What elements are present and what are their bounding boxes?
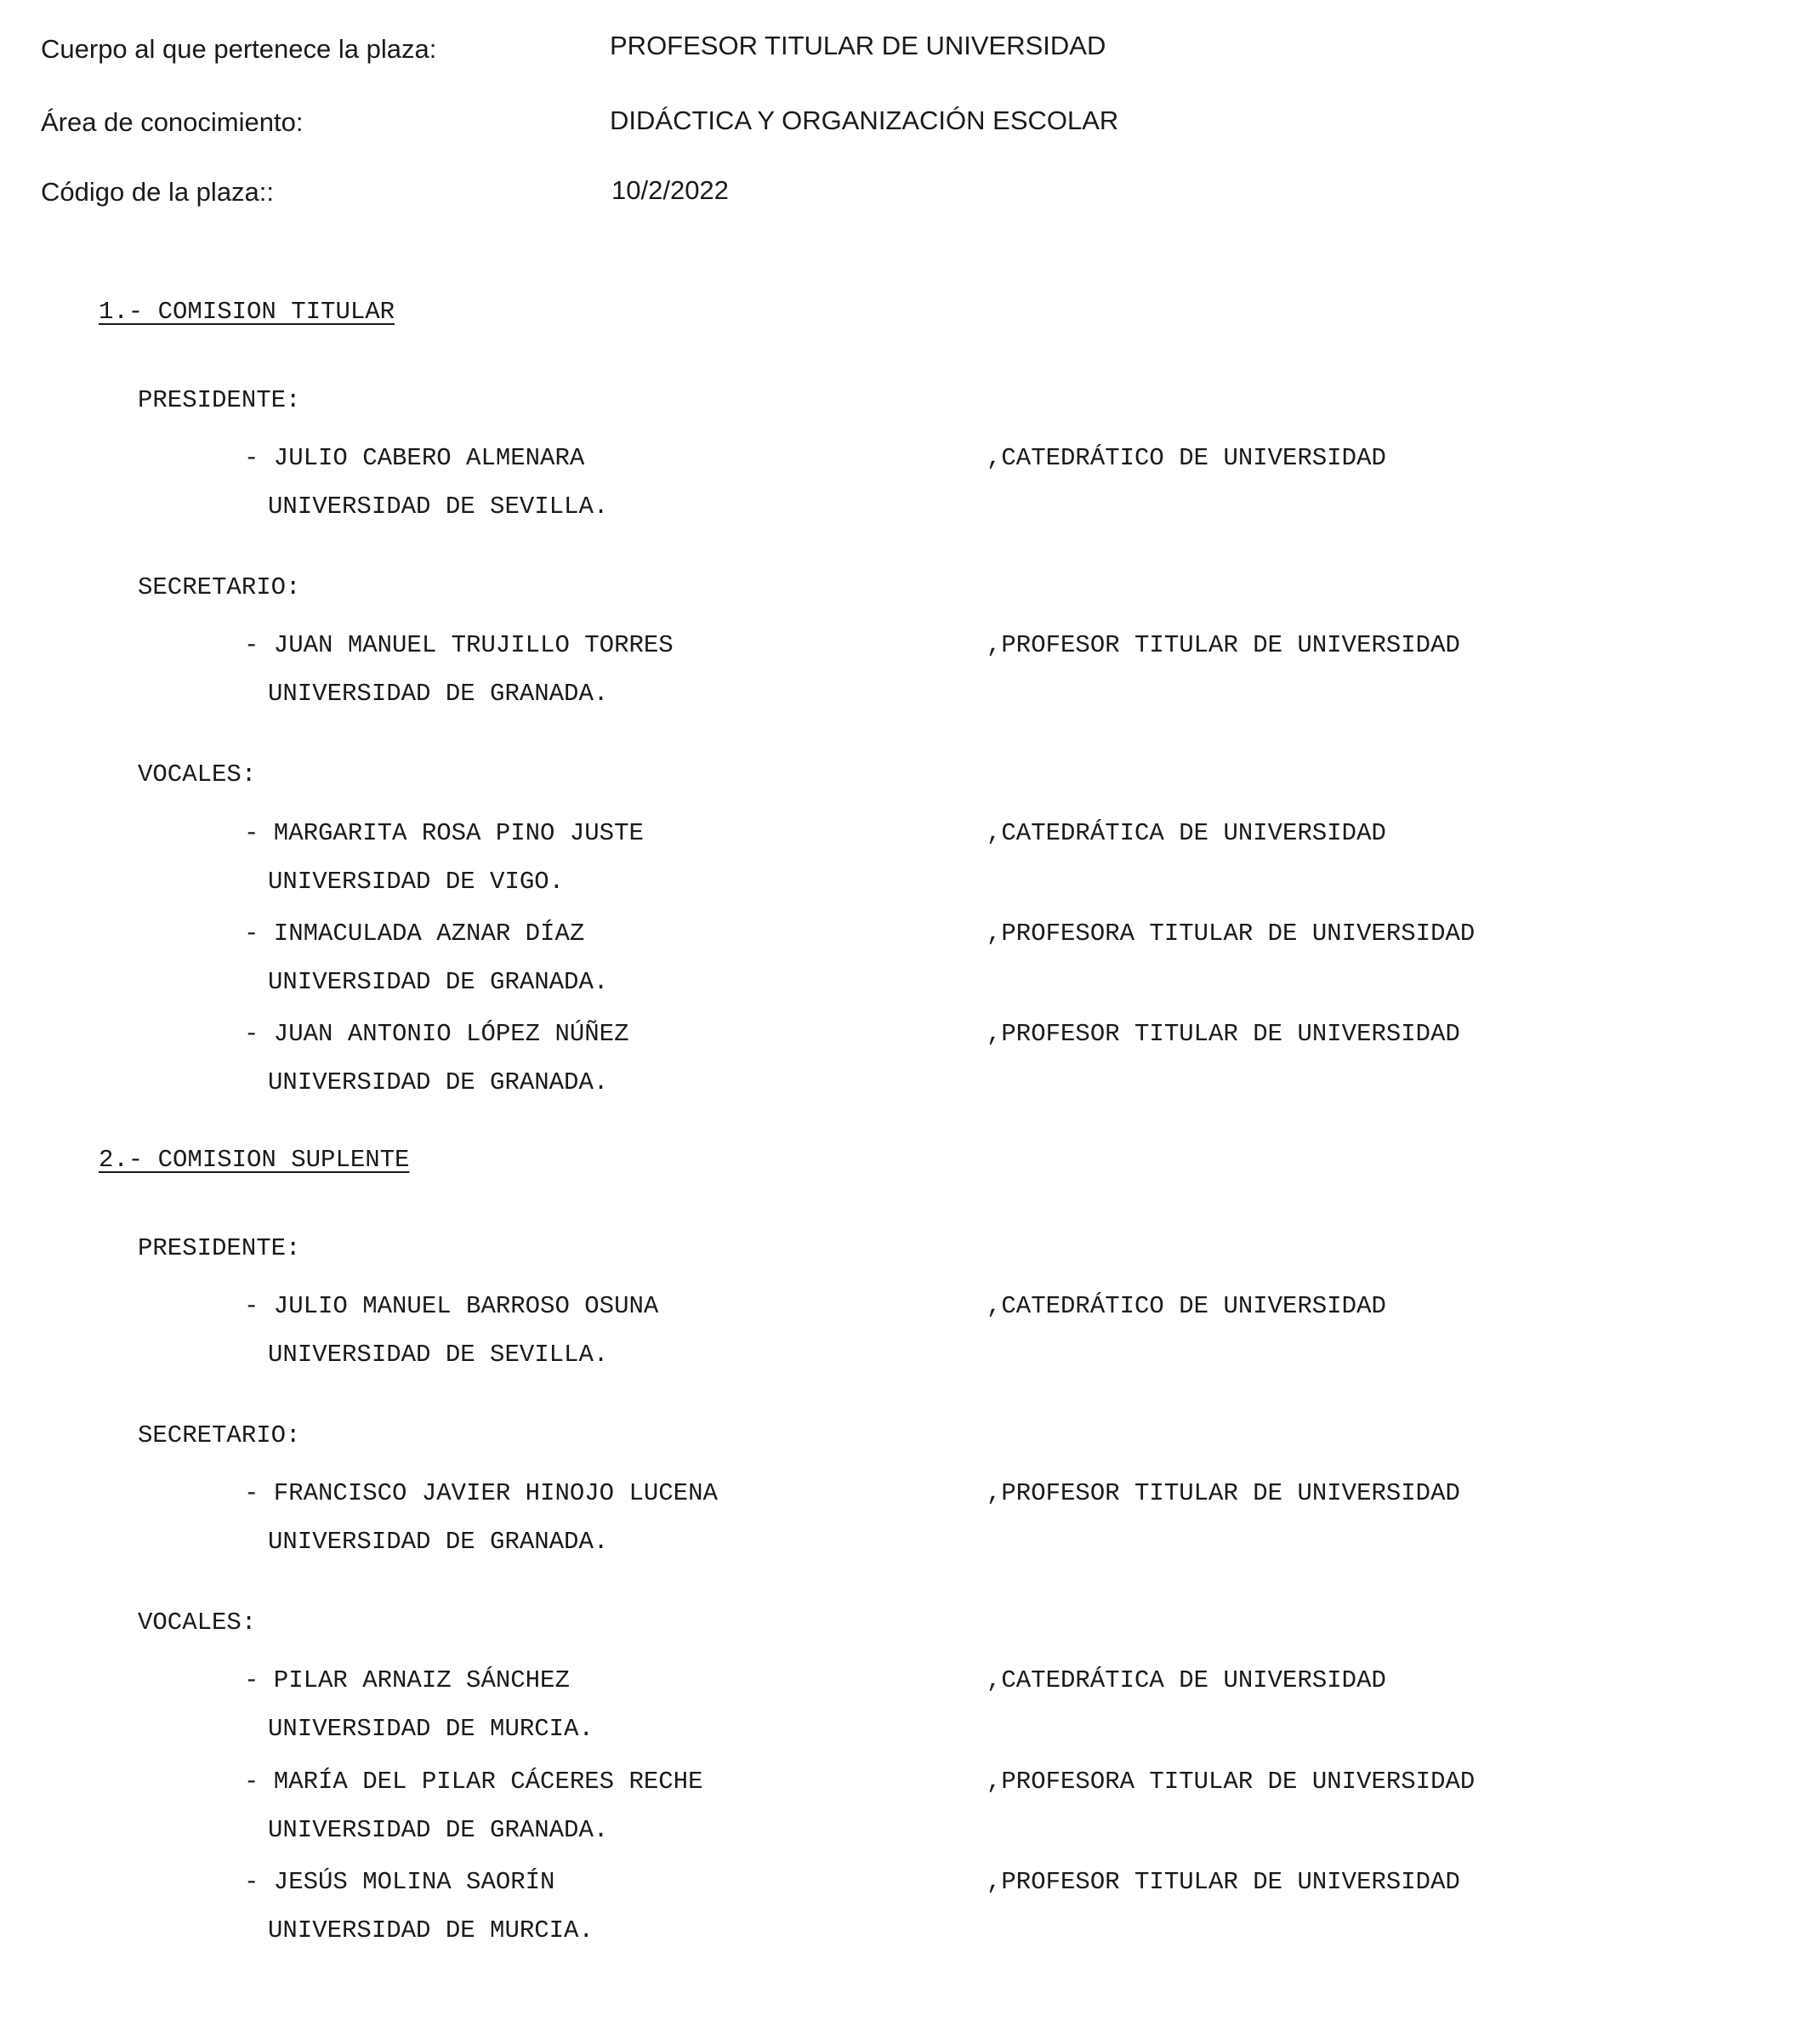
section-heading-titular: 1.- COMISION TITULAR: [99, 298, 395, 326]
member-name: - FRANCISCO JAVIER HINOJO LUCENA: [244, 1479, 718, 1507]
member-name: - PILAR ARNAIZ SÁNCHEZ: [244, 1666, 570, 1694]
member-name: - JUAN MANUEL TRUJILLO TORRES: [244, 631, 674, 659]
member-role: ,PROFESORA TITULAR DE UNIVERSIDAD: [986, 1768, 1475, 1796]
member-university: UNIVERSIDAD DE GRANADA.: [268, 1528, 609, 1556]
role-label-presidente: PRESIDENTE:: [138, 1234, 301, 1262]
member-university: UNIVERSIDAD DE VIGO.: [268, 868, 565, 896]
member-name: - MARÍA DEL PILAR CÁCERES RECHE: [244, 1768, 703, 1796]
area-value: DIDÁCTICA Y ORGANIZACIÓN ESCOLAR: [610, 105, 1119, 135]
member-university: UNIVERSIDAD DE SEVILLA.: [268, 492, 609, 521]
member-role: ,PROFESOR TITULAR DE UNIVERSIDAD: [986, 1020, 1460, 1048]
member-university: UNIVERSIDAD DE GRANADA.: [268, 968, 609, 996]
role-label-secretario: SECRETARIO:: [138, 573, 301, 601]
member-role: ,CATEDRÁTICA DE UNIVERSIDAD: [986, 819, 1386, 847]
cuerpo-value: PROFESOR TITULAR DE UNIVERSIDAD: [610, 31, 1106, 60]
member-university: UNIVERSIDAD DE SEVILLA.: [268, 1341, 609, 1369]
role-label-vocales: VOCALES:: [138, 1608, 257, 1637]
member-role: ,CATEDRÁTICA DE UNIVERSIDAD: [986, 1666, 1386, 1694]
codigo-label: Código de la plaza::: [41, 177, 275, 207]
cuerpo-label: Cuerpo al que pertenece la plaza:: [41, 34, 437, 64]
role-label-vocales: VOCALES:: [138, 760, 257, 789]
area-label: Área de conocimiento:: [41, 107, 304, 137]
section-heading-suplente: 2.- COMISION SUPLENTE: [99, 1146, 410, 1174]
member-university: UNIVERSIDAD DE GRANADA.: [268, 1068, 609, 1096]
member-university: UNIVERSIDAD DE GRANADA.: [268, 1816, 609, 1844]
member-role: ,PROFESORA TITULAR DE UNIVERSIDAD: [986, 920, 1475, 948]
role-label-presidente: PRESIDENTE:: [138, 386, 301, 414]
member-role: ,PROFESOR TITULAR DE UNIVERSIDAD: [986, 631, 1460, 659]
member-university: UNIVERSIDAD DE MURCIA.: [268, 1715, 594, 1743]
role-label-secretario: SECRETARIO:: [138, 1421, 301, 1449]
member-name: - INMACULADA AZNAR DÍAZ: [244, 920, 585, 948]
member-role: ,PROFESOR TITULAR DE UNIVERSIDAD: [986, 1868, 1460, 1896]
member-university: UNIVERSIDAD DE GRANADA.: [268, 680, 609, 708]
member-name: - JULIO CABERO ALMENARA: [244, 444, 585, 472]
member-name: - MARGARITA ROSA PINO JUSTE: [244, 819, 644, 847]
member-university: UNIVERSIDAD DE MURCIA.: [268, 1916, 594, 1944]
member-name: - JUAN ANTONIO LÓPEZ NÚÑEZ: [244, 1020, 629, 1048]
member-name: - JESÚS MOLINA SAORÍN: [244, 1868, 555, 1896]
member-name: - JULIO MANUEL BARROSO OSUNA: [244, 1292, 659, 1320]
member-role: ,PROFESOR TITULAR DE UNIVERSIDAD: [986, 1479, 1460, 1507]
codigo-value: 10/2/2022: [611, 175, 729, 205]
member-role: ,CATEDRÁTICO DE UNIVERSIDAD: [986, 1292, 1386, 1320]
member-role: ,CATEDRÁTICO DE UNIVERSIDAD: [986, 444, 1386, 472]
